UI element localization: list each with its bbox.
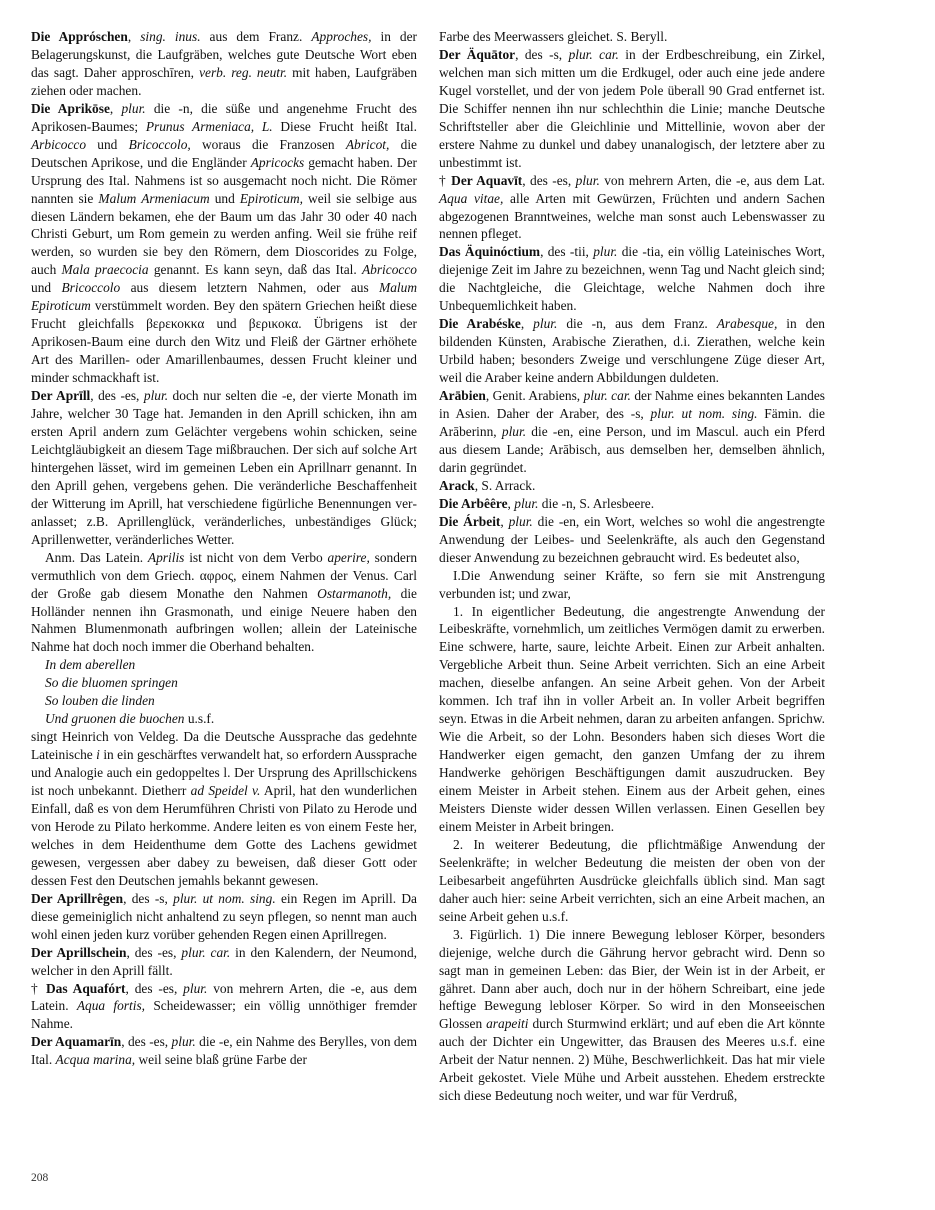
entry-arbeere: Die Arbêêre, plur. die -n, S. Arlesbeere. — [439, 495, 655, 511]
right-column — [439, 28, 825, 1105]
dagger-mark: † — [31, 980, 47, 996]
entry-aquamarin: Der Aquamarīn, des -es, plur. die -e, ein Nahme des Berylles, von dem Ital. Acqua marina, weil seine blaß grüne Farbe der — [31, 1034, 417, 1068]
headword: Der Aprīll — [31, 388, 91, 404]
entry-aprikose: Die Aprikōse, plur. die -n, die süße und angenehme Frucht des Aprikosen-Baumes; Prunus Armeniaca, L. Diese Frucht heißt Ital. Arbicocco und Bricoccolo, woraus die Franzosen Abricot, die Deutschen Aprikose, und die Engländer Apricocks gemacht haben. Der Ursprung des Ital. Nahmens ist so ausgemacht noch nicht. Die Römer nannten sie Malum Armeniacum und Epiroticum, weil sie selbige aus diesen Ländern bekamen, ehe der Baum um das Jahr 30 oder 40 nach Christi Geburt, um Rom gemein zu werden anfing. Weil sie frühe reif werden, so wurden sie bey den Römern, dem Dioscorides zu Folge, auch Mala praecocia genannt. Es kann seyn, daß das Ital. Abricocco und Bricoccolo aus diesem letztern Nahmen, oder aus Malum Epiroticum verstümmelt worden. Bey den spätern Griechen heißt diese Frucht gleichfalls βερεκοκκα und βερικοκα. Übrigens ist der Aprikosen-Baum eine durch den Witz und Fleiß der Gärtner erhöhete Art des Marillen- oder Amarillenbaumes, dessen Frucht kleiner und minder schmackhaft ist. — [31, 100, 418, 386]
entry-continuation: Farbe des Meerwassers gleichet. S. Beryll. — [439, 29, 668, 44]
verse-line: In dem aberellen — [45, 657, 136, 673]
headword: Der Aquamarīn — [31, 1034, 122, 1050]
verse-line: So die bluomen springen — [45, 675, 178, 691]
headword: Die Arbêêre — [439, 495, 508, 511]
arbeit-sense-1-2: 2. In weiterer Bedeutung, die pflichtmäßige Anwendung der Seelenkräfte; in welcher Bedeutung die meisten der oben von der Leibesarbeit angeführten Ausdrücke gleichfalls üblich sind. Man sagt daher auch hier: seine Arbeit verrichten, sich an eine Arbeit machen, an seine Arbeit gehen u.s.f. — [439, 836, 825, 924]
headword: Das Äquinóctium — [439, 244, 541, 260]
headword: Der Äquātor — [439, 46, 516, 62]
arbeit-sense-1-3: 3. Figürlich. 1) Die innere Bewegung lebloser Körper, besonders diejenige, welche durch die Gährung hervor gebracht wird. Denn so sagt man in gemeinen Leben: das Bier, der Wein ist in der Arbeit, er gähret. Dann aber auch, doch nur in der höhern Schreibart, eine jede heftige Bewegung lebloser Körper. So wird in den Monseeischen Glossen arapeiti durch Sturmwind erklärt; und auf eben die Art könnte auch der Dichter ein Ungewitter, das Brausen des Meeres u.s.f. eine Arbeit der Natur nennen. 2) Mühe, Beschwerlichkeit. Das hat mir viele Arbeit gekostet. Viele Mühe und Arbeit ausstehen. Ehedem erstreckte sich diese Bedeutung noch weiter, und war für Verdruß, — [439, 926, 825, 1104]
entry-approschen: Die Appróschen, sing. inus. aus dem Franz. Approches, in der Belagerungskunst, die Laufgräben, welches gute Deutsche Wort eben das sagt. Daher approschīren, verb. reg. neutr. mit haben, Laufgräben ziehen oder machen. — [31, 29, 418, 98]
page-number: 208 — [31, 1172, 49, 1184]
headword: Arābien — [439, 388, 486, 404]
headword: Die Árbeit — [439, 513, 501, 529]
left-column — [31, 28, 417, 1069]
entry-aprillschein: Der Aprillschein, des -es, plur. car. in den Kalendern, der Neumond, welcher in den Aprill fällt. — [31, 944, 418, 978]
entry-aquafort: † Das Aquafórt, des -es, plur. von mehrern Arten, die -e, aus dem Latein. Aqua fortis, Scheidewasser; ein völlig unnöthiger fremder Nahme. — [31, 980, 417, 1032]
headword: Der Aquavīt — [451, 172, 523, 188]
entry-aprill: Der Aprīll, des -es, plur. doch nur selten die -e, der vierte Monath im Jahre, welcher 30 Tage hat. Jemanden in den Aprill schicken, ihn am ersten April andern zum Gelächter vergebens wohin schicken, seine Leichtgläubigkeit an diesem Tage mißbrauchen. Der sich auf solche Art hintergehen lässet, wird im gemeinen Leben ein Aprillnarr genannt. In den Aprill gehen, vergebens gehen. Die veränderliche Beschaffenheit der Witterung im Aprill, hat verschiedene figürliche Benennungen veranlasset; z.B. Aprillenglück, veränderliches, unbeständiges Glück; Aprillenwetter, veränderliches Wetter. — [31, 388, 417, 547]
verse-line: Und gruonen die buochen — [45, 711, 185, 727]
verse-quote: In dem aberellen So die bluomen springen So louben die linden Und gruonen die buochen u.s.f. — [45, 657, 215, 727]
arbeit-sense-1: I.Die Anwendung seiner Kräfte, so fern sie mit Anstrengung verbunden ist; und zwar, — [439, 567, 825, 601]
headword: Der Aprillrêgen — [31, 890, 124, 906]
arbeit-sense-1-1: 1. In eigentlicher Bedeutung, die angestrengte Anwendung der Leibeskräfte, vornehmlich, um zeitliches Vermögen damit zu erwerben. Eine schwere, harte, saure, leichte Arbeit. Einen zur Arbeit anhalten. Vergebliche Arbeit thun. Seine Arbeit verrichten. Sich an eine Arbeit machen, dieselbe anfangen. An seine Arbeit gehen. Von der Arbeit kommen. Ich traf ihn in voller Arbeit an. In voller Arbeit begriffen seyn. Etwas in die Arbeit nehmen, daran zu arbeiten anfangen. Sprichw. Wie die Arbeit, so der Lohn. Besonders haben sich dieses Wort die Handwerker eigen gemacht, den ganzen Umfang der zu ihrem Handwerke gehörigen Beschäftigungen damit auszudrucken. Bey einem Meister in Arbeit stehen. Einem aus der Arbeit gehen, eines Meisters Dienste wider dessen Willen verlassen. Einen Gesellen bey einem Meister in Arbeit bringen. — [439, 603, 825, 834]
headword: Das Aquafórt — [46, 980, 126, 996]
entry-arabien: Arābien, Genit. Arabiens, plur. car. der Nahme eines bekannten Landes in Asien. Daher der Araber, des -s, plur. ut nom. sing. Fämin. die Arāberinn, plur. die -en, eine Person, und im Mascul. auch ein Pferd aus diesem Lande; Arābisch, aus demselben her, demselben ähnlich, darin gegründet. — [439, 388, 826, 475]
entry-aequinoctium: Das Äquinóctium, des -tii, plur. die -tia, ein völlig Lateinisches Wort, diejenige Zeit im Jahre zu bezeichnen, wenn Tag und Nacht gleich sind; die Nachtgleiche, die Gleichtage, welche Nahmen doch ihre Unbequemlichkeit haben. — [439, 244, 825, 314]
headword: Arack — [439, 477, 475, 493]
entry-arabeske: Die Arabéske, plur. die -n, aus dem Franz. Arabesque, in den bildenden Künsten, Arabische Zierathen, d.i. Zierathen, welche kein Urbild haben; besonders Zweige und verschlungene Züge dieser Art, weil die Araber keine andern Abbildungen duldeten. — [439, 316, 825, 386]
entry-aquavit: † Der Aquavīt, des -es, plur. von mehrern Arten, die -e, aus dem Lat. Aqua vitae, alle Arten mit Gewürzen, Früchten und andern Sachen abgezogenen Branntweines, welche man sonst auch Lebenswasser zu nennen pfleget. — [439, 172, 826, 242]
headword: Die Arabéske — [439, 316, 521, 332]
note-aprill: Anm. Das Latein. Aprilis ist nicht von dem Verbo aperire, sondern vermuthlich von dem Griech. αφρος, einem Nahmen der Venus. Carl der Große gab diesem Monathe den Nahmen Ostarmanoth, die Holländer nennen ihn Grasmonath, und einige Neuere haben den Nahmen Blumenmonath aufbringen wollen; allein der Lateinische Nahme hat doch noch immer die Oberhand behalten. — [31, 549, 418, 655]
entry-arack: Arack, S. Arrack. — [439, 477, 536, 493]
entry-aprillregen: Der Aprillrêgen, des -s, plur. ut nom. sing. ein Regen im Aprill. Da diese gemeiniglich nicht anhaltend zu seyn pflegen, so nennt man auch wohl einen jeden kurz vorüber gehenden Regen einen Aprillregen. — [31, 890, 417, 942]
note-aprill-continued: singt Heinrich von Veldeg. Da die Deutsche Aussprache das gedehnte Lateinische i in ein geschärftes verwandelt hat, so erfordern Aussprache und Analogie auch ein gedoppeltes l. Der Ursprung des Aprillschickens ist noch unbekannt. Dietherr ad Speidel v. April, hat den wunderlichen Einfall, daß es von dem Herumführen Christi von Pilato zu Herode und von Herode zu Pilato herkomme. Andere leiten es von einem Feste her, welches in dem Heidenthume dem Gotte des Lachens gewidmet gewesen, vergessen aber dabey zu beweisen, daß dieser Gott oder dessen Fest den Deutschen jemahls bekannt gewesen. — [31, 729, 418, 888]
headword: Der Aprillschein — [31, 944, 127, 960]
entry-arbeit: Die Árbeit, plur. die -en, ein Wort, welches so wohl die angestrengte Anwendung der Leibes- und Seelenkräfte, als auch den Gegenstand dieser Anwendung zu bezeichnen gebraucht wird. Es bedeutet also, — [439, 513, 825, 565]
headword: Die Appróschen — [31, 29, 128, 44]
verse-line: So louben die linden — [45, 693, 155, 709]
entry-aequator: Der Äquātor, des -s, plur. car. in der Erdbeschreibung, ein Zirkel, welchen man sich mitten um die Erdkugel, oder auch eine jede andere Kugel vorstellet, und der von jedem Pole überall 90 Grad entfernet ist. Die Schiffer nennen ihn nur schlechthin die Linie; manche Deutsche Schriftsteller aber die Gleichlinie und Mittellinie, wovon aber der erstere Nahme zu dunkel und dabey unanalogisch, der letztere aber zu unbestimmt ist. — [439, 46, 825, 170]
headword: Die Aprikōse — [31, 100, 110, 116]
dagger-mark: † — [439, 172, 452, 188]
